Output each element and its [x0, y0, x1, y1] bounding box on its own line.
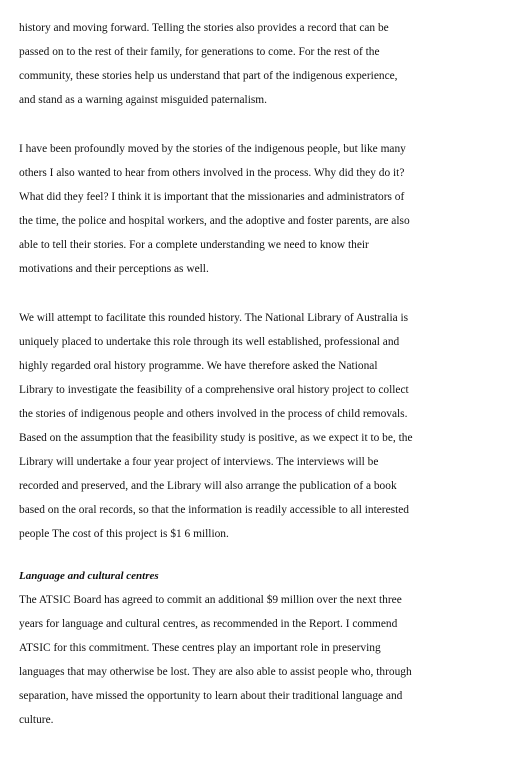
- text-line: culture.: [19, 714, 54, 726]
- text-line: and stand as a warning against misguided paternalism.: [19, 94, 268, 106]
- text-line: Based on the assumption that the feasibility study is positive, as we expect it to be, the: [19, 432, 413, 444]
- text-line: community, these stories help us understand that part of the indigenous experience,: [19, 70, 398, 82]
- text-line: separation, have missed the opportunity to learn about their traditional language and: [19, 690, 403, 702]
- text-line: passed on to the rest of their family, for generations to come. For the rest of the: [19, 46, 380, 58]
- text-line: ATSIC for this commitment. These centres play an important role in preserving: [19, 642, 381, 654]
- text-line: recorded and preserved, and the Library will also arrange the publication of a book: [19, 480, 397, 492]
- text-line: based on the oral records, so that the information is readily accessible to all interested: [19, 504, 410, 516]
- text-line: Library to investigate the feasibility of a comprehensive oral history project to collect: [19, 384, 409, 396]
- text-line: the stories of indigenous people and others involved in the process of child removals.: [19, 408, 408, 420]
- text-line: We will attempt to facilitate this rounded history. The National Library of Australia is: [19, 312, 409, 324]
- text-line: others I also wanted to hear from others involved in the process. Why did they do it?: [19, 167, 405, 179]
- text-line: people The cost of this project is $1 6 million.: [19, 528, 229, 540]
- section-heading: Language and cultural centres: [19, 570, 159, 582]
- text-line: motivations and their perceptions as well.: [19, 263, 209, 275]
- text-line: history and moving forward. Telling the stories also provides a record that can be: [19, 22, 389, 34]
- text-line: languages that may otherwise be lost. They are also able to assist people who, through: [19, 666, 412, 678]
- text-line: uniquely placed to undertake this role through its well established, professional and: [19, 336, 400, 348]
- text-line: I have been profoundly moved by the stories of the indigenous people, but like many: [19, 143, 406, 155]
- text-line: the time, the police and hospital workers, and the adoptive and foster parents, are also: [19, 215, 410, 227]
- text-line: able to tell their stories. For a complete understanding we need to know their: [19, 239, 369, 251]
- text-line: years for language and cultural centres, as recommended in the Report. I commend: [19, 618, 398, 630]
- text-line: The ATSIC Board has agreed to commit an additional $9 million over the next three: [19, 594, 402, 606]
- text-line: highly regarded oral history programme. We have therefore asked the National: [19, 360, 378, 372]
- text-line: Library will undertake a four year project of interviews. The interviews will be: [19, 456, 379, 468]
- text-line: What did they feel? I think it is important that the missionaries and administrators of: [19, 191, 405, 203]
